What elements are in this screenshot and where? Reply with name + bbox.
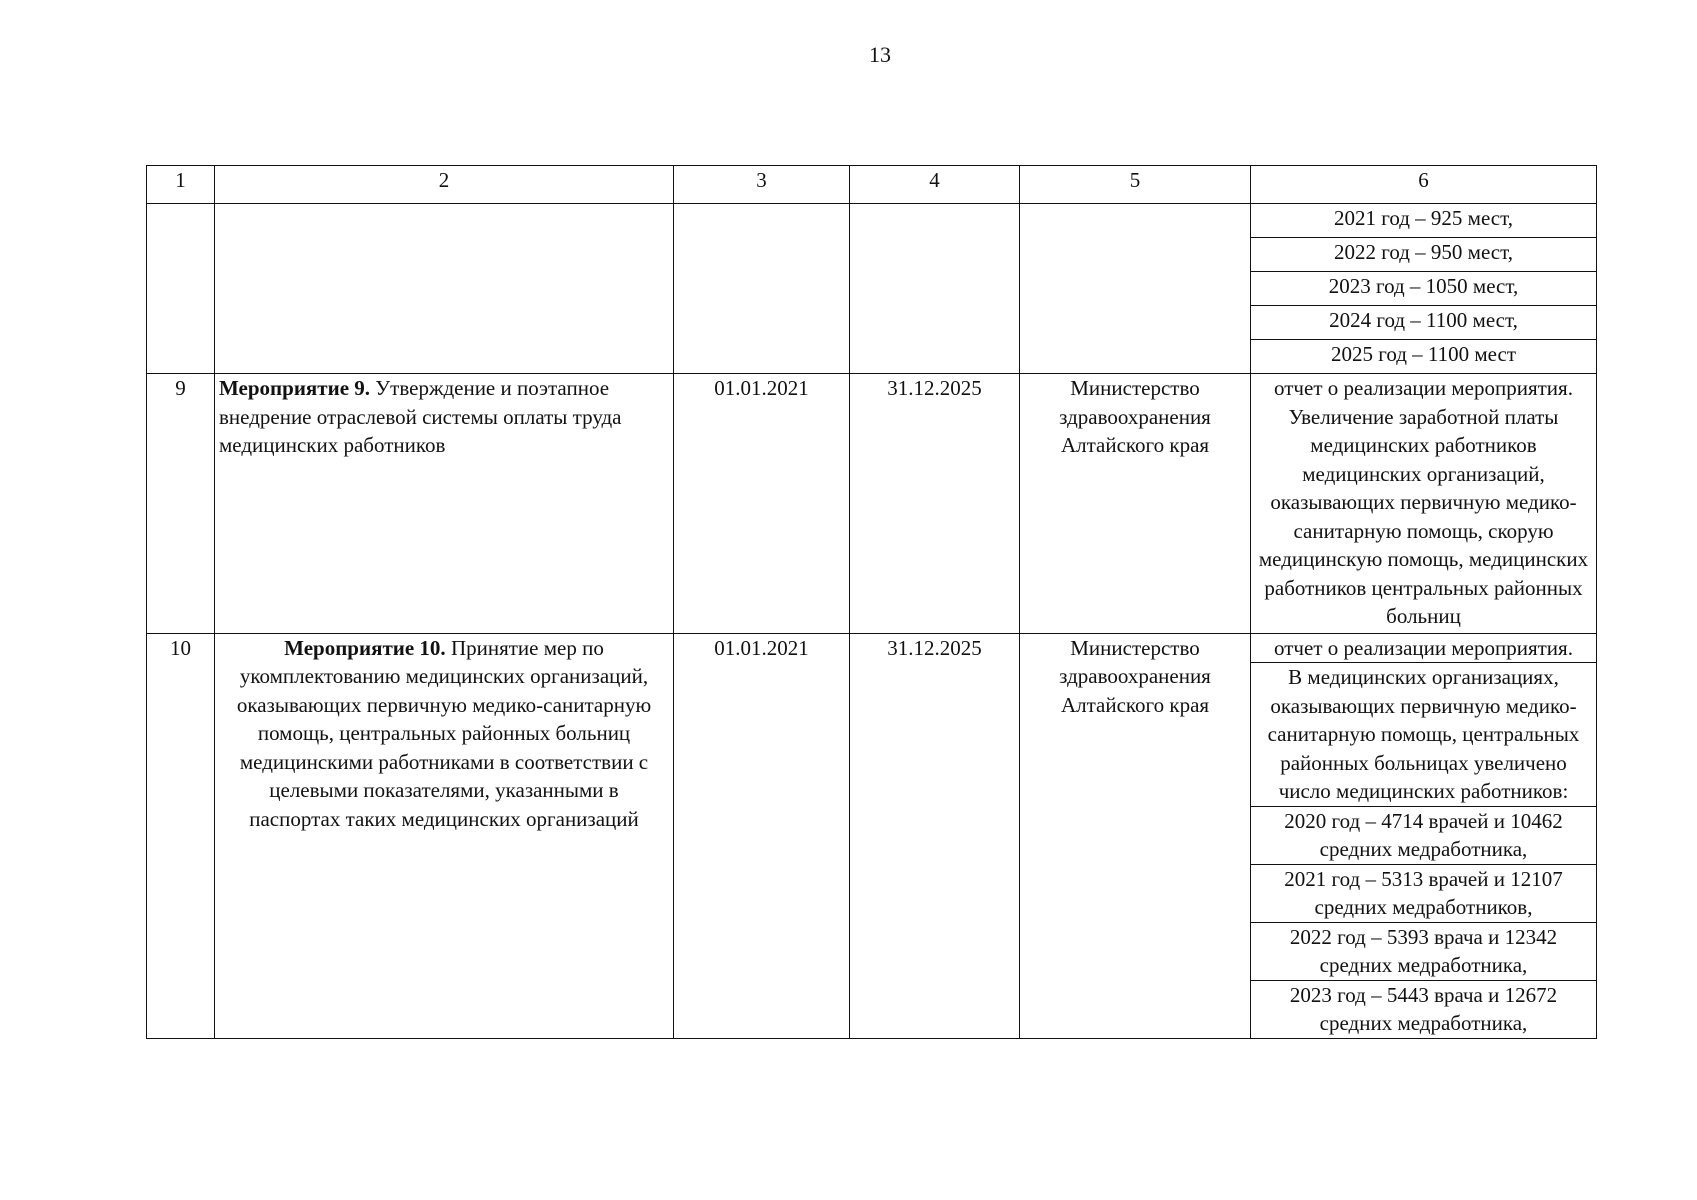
table-header-row [147, 166, 1597, 204]
header-cell: 5 [1020, 166, 1251, 204]
start-date: 01.01.2021 [674, 633, 850, 1038]
activity-text: Принятие мер по укомплектованию медицинских организаций, оказывающих первичную медико-санитарную помощь, центральных районных больниц медицинскими работниками в соответствии с целевыми показателями, указанными в паспортах таких медицинских организаций [236, 635, 652, 831]
table-row [147, 204, 1597, 238]
activity-title: Мероприятие 10. [284, 635, 446, 660]
empty-cell [147, 204, 215, 374]
header-cell: 3 [674, 166, 850, 204]
header-cell: 6 [1251, 166, 1597, 204]
activity-text: Утверждение и поэтапное внедрение отраслевой системы оплаты труда медицинских работников [219, 376, 622, 457]
result-line: 2022 год – 5393 врача и 12342 средних медработника, [1251, 922, 1597, 980]
header-cell: 1 [147, 166, 215, 204]
end-date: 31.12.2025 [850, 374, 1020, 634]
activity-description [215, 633, 674, 1038]
activities-table [146, 165, 1597, 1039]
table-row-10 [147, 633, 1597, 663]
responsible-executor: Министерство здравоохранения Алтайского края [1020, 633, 1251, 1038]
activity-description [215, 374, 674, 634]
header-cell: 4 [850, 166, 1020, 204]
activity-title: Мероприятие 9. [219, 376, 371, 400]
result-line: отчет о реализации мероприятия. [1251, 633, 1597, 663]
table-row-9 [147, 374, 1597, 634]
empty-cell [1020, 204, 1251, 374]
result-line: 2023 год – 1050 мест, [1251, 272, 1597, 306]
end-date: 31.12.2025 [850, 633, 1020, 1038]
empty-cell [674, 204, 850, 374]
page-number: 13 [869, 42, 891, 67]
row-number: 9 [147, 374, 215, 634]
header-cell: 2 [215, 166, 674, 204]
result-line: 2023 год – 5443 врача и 12672 средних медработника, [1251, 980, 1597, 1038]
result-line: 2021 год – 5313 врачей и 12107 средних медработников, [1251, 864, 1597, 922]
row-number: 10 [147, 633, 215, 1038]
empty-cell [215, 204, 674, 374]
result-line: 2025 год – 1100 мест [1251, 340, 1597, 374]
result-line: 2020 год – 4714 врачей и 10462 средних медработника, [1251, 806, 1597, 864]
empty-cell [850, 204, 1020, 374]
result-line: 2024 год – 1100 мест, [1251, 306, 1597, 340]
result-line: В медицинских организациях, оказывающих первичную медико-санитарную помощь, центральных районных больницах увеличено число медицинских работников: [1251, 663, 1597, 807]
responsible-executor: Министерство здравоохранения Алтайского края [1020, 374, 1251, 634]
result-line: 2021 год – 925 мест, [1251, 204, 1597, 238]
start-date: 01.01.2021 [674, 374, 850, 634]
result-line: 2022 год – 950 мест, [1251, 238, 1597, 272]
expected-result: отчет о реализации мероприятия. Увеличение заработной платы медицинских работников медицинских организаций, оказывающих первичную медико-санитарную помощь, скорую медицинскую помощь, медицинских работников центральных районных больниц [1251, 374, 1597, 634]
